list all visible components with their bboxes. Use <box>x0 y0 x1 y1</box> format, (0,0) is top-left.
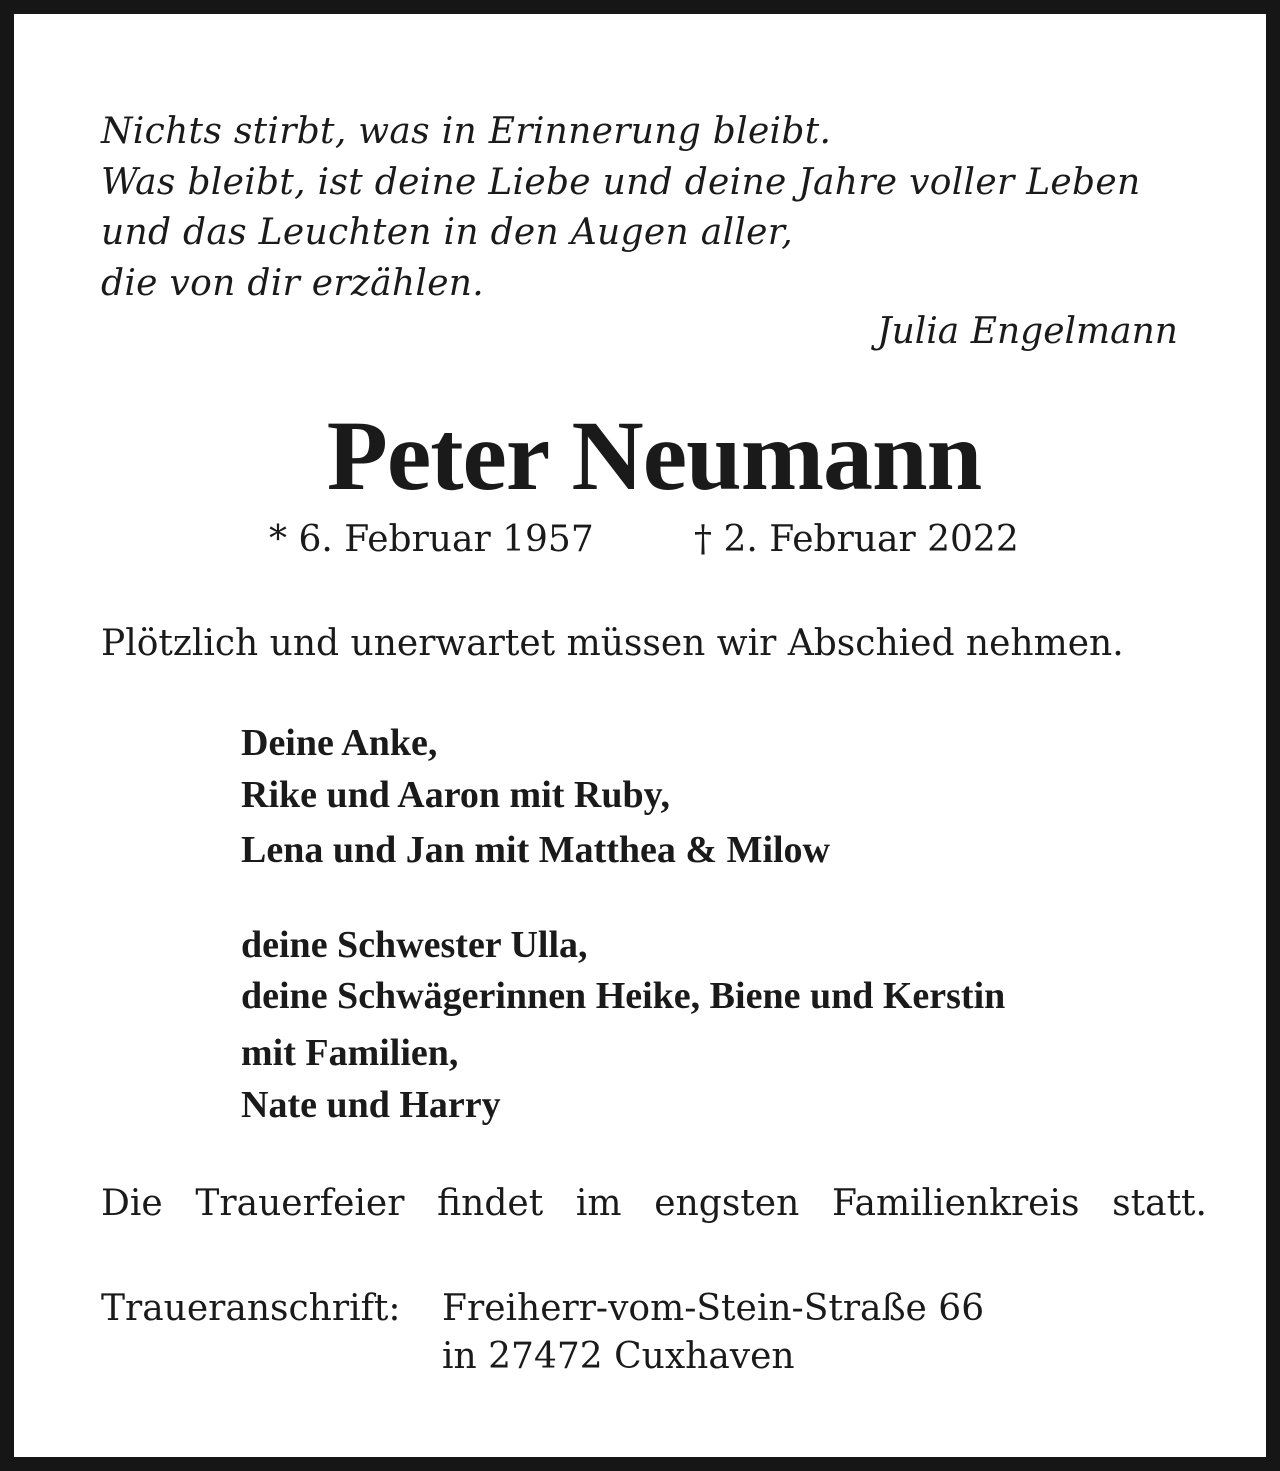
mourner-line: deine Schwester Ulla, <box>241 924 588 966</box>
birth-date: * 6. Februar 1957 <box>269 519 594 560</box>
mourner-line: Deine Anke, <box>241 722 438 764</box>
quote-line-4: die von dir erzählen. <box>101 263 485 304</box>
mourner-line: deine Schwägerinnen Heike, Biene und Kerstin <box>241 975 1006 1017</box>
address-street: Freiherr-vom-Stein-Straße 66 <box>442 1288 985 1329</box>
death-date: † 2. Februar 2022 <box>694 519 1019 560</box>
funeral-note-word: engsten <box>654 1183 800 1224</box>
quote-author: Julia Engelmann <box>877 311 1178 352</box>
funeral-note-word: findet <box>437 1183 544 1224</box>
mourner-line: Nate und Harry <box>241 1084 501 1126</box>
funeral-note-word: im <box>575 1183 622 1224</box>
announcement-text: Plötzlich und unerwartet müssen wir Abschied nehmen. <box>101 623 1124 664</box>
funeral-note <box>101 1183 1207 1224</box>
quote-line-3: und das Leuchten in den Augen aller, <box>101 212 794 253</box>
mourner-line: Lena und Jan mit Matthea & Milow <box>241 829 830 871</box>
address-city: in 27472 Cuxhaven <box>442 1336 795 1377</box>
funeral-note-word: Familienkreis <box>831 1183 1080 1224</box>
funeral-note-word: statt. <box>1112 1183 1207 1224</box>
quote-line-1: Nichts stirbt, was in Erinnerung bleibt. <box>101 111 832 152</box>
mourner-line: Rike und Aaron mit Ruby, <box>241 774 671 816</box>
quote-line-2: Was bleibt, ist deine Liebe und deine Jahre voller Leben <box>101 162 1141 203</box>
deceased-name: Peter Neumann <box>326 400 982 511</box>
address-label: Traueranschrift: <box>101 1288 401 1329</box>
funeral-note-word: Die <box>101 1183 163 1224</box>
mourner-line: mit Familien, <box>241 1032 459 1074</box>
funeral-note-word: Trauerfeier <box>195 1183 405 1224</box>
